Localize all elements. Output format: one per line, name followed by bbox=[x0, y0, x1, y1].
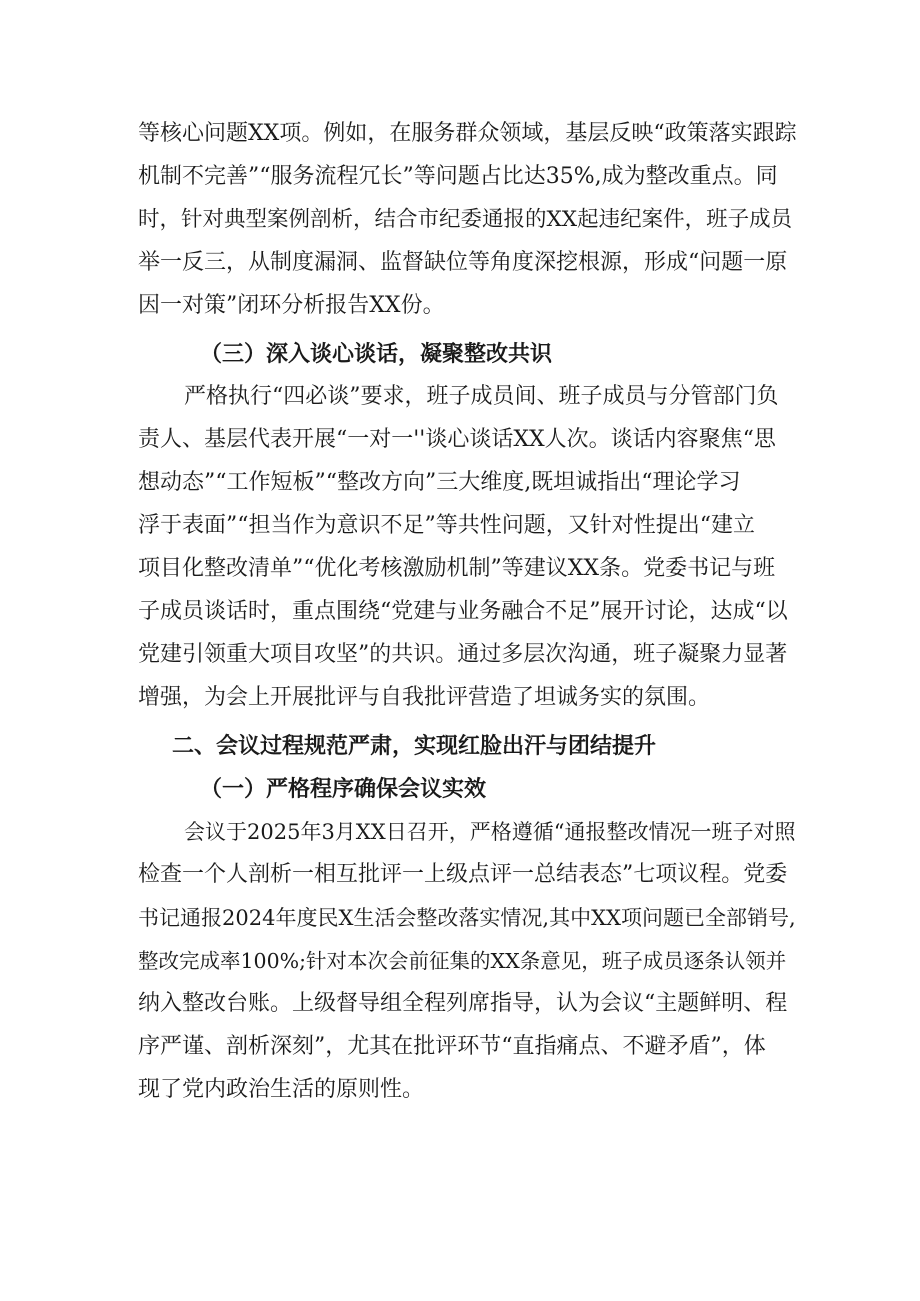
paragraph-1-line-2: 机制不完善”“服务流程冗长”等问题占比达35%,成为整改重点。同 bbox=[138, 164, 778, 189]
paragraph-2-line-8: 增强，为会上开展批评与自我批评营造了坦诚务实的氛围。 bbox=[138, 685, 711, 710]
paragraph-3-line-2: 检查一个人剖析一相互批评一上级点评一总结表态”七项议程。党委 bbox=[138, 862, 788, 887]
section-3-heading: （三）深入谈心谈话，凝聚整改共识 bbox=[200, 341, 553, 367]
paragraph-2-line-6: 子成员谈话时，重点围绕“党建与业务融合不足”展开讨论，达成“以 bbox=[138, 599, 788, 624]
paragraph-2-line-4: 浮于表面”“担当作为意识不足”等共性问题，又针对性提出“建立 bbox=[138, 513, 755, 538]
paragraph-1-line-5: 因一对策”闭环分析报告XX份。 bbox=[138, 293, 445, 318]
paragraph-1-line-3: 时，针对典型案例剖析，结合市纪委通报的XX起违纪案件，班子成员 bbox=[138, 207, 793, 232]
paragraph-3-line-4: 整改完成率100%;针对本次会前征集的XX条意见，班子成员逐条认领并 bbox=[138, 949, 787, 973]
paragraph-3-line-6: 序严谨、剖析深刻”，尤其在批评环节“直指痛点、不避矛盾”，体 bbox=[138, 1034, 766, 1059]
paragraph-3-line-1: 会议于2025年3月XX日召开，严格遵循“通报整改情况一班子对照 bbox=[184, 820, 796, 844]
paragraph-2-line-3: 想动态”“工作短板”“整改方向”三大维度,既坦诚指出“理论学习 bbox=[138, 470, 741, 495]
part-2-heading: 二、会议过程规范严肃，实现红脸出汗与团结提升 bbox=[172, 733, 657, 759]
paragraph-2-line-2: 责人、基层代表开展“一对一''谈心谈话XX人次。谈话内容聚焦“思 bbox=[138, 427, 776, 452]
paragraph-1-line-4: 举一反三，从制度漏洞、监督缺位等角度深挖根源，形成“问题一原 bbox=[138, 250, 788, 275]
paragraph-3-line-3: 书记通报2024年度民X生活会整改落实情况,其中XX项问题已全部销号, bbox=[138, 906, 796, 930]
paragraph-3-line-7: 现了党内政治生活的原则性。 bbox=[138, 1077, 425, 1102]
paragraph-2-line-1: 严格执行“四必谈”要求，班子成员间、班子成员与分管部门负 bbox=[184, 384, 779, 409]
paragraph-2-line-7: 党建引领重大项目攻坚”的共识。通过多层次沟通，班子凝聚力显著 bbox=[138, 642, 788, 667]
paragraph-2-line-5: 项目化整改清单”“优化考核激励机制”等建议XX条。党委书记与班 bbox=[138, 556, 776, 581]
paragraph-1-line-1: 等核心问题XX项。例如，在服务群众领域，基层反映“政策落实跟踪 bbox=[138, 121, 797, 146]
paragraph-3-line-5: 纳入整改台账。上级督导组全程列席指导，认为会议“主题鲜明、程 bbox=[138, 991, 788, 1016]
section-1-heading: （一）严格程序确保会议实效 bbox=[200, 776, 487, 802]
